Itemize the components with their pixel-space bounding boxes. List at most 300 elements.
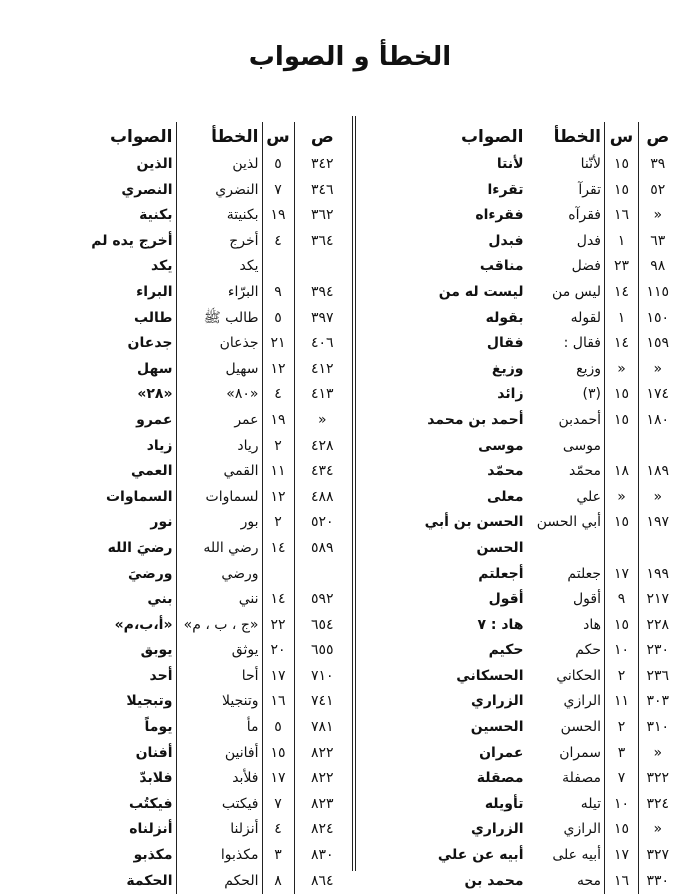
correct-cell: أبيه عن علي (437, 847, 524, 864)
error-cell: لأنّنا (580, 156, 601, 172)
error-header: الخطأ (553, 127, 601, 147)
correct-cell: الحسن بن أبي (424, 514, 524, 531)
line-cell: ١٥ (605, 408, 639, 434)
page-header: ص (294, 122, 350, 152)
error-cell: لذين (176, 152, 262, 178)
error-cell: مكذبوا (176, 843, 262, 869)
page-cell: ٨٢٢ (294, 766, 350, 792)
correct-cell: مصقلة (476, 770, 524, 787)
error-cell: «٨٠» (176, 382, 262, 408)
page-cell: ٥٨٩ (294, 536, 350, 562)
line-cell: ٧ (605, 766, 639, 792)
errata-row (359, 562, 677, 588)
page-cell: ٣٤٢ (294, 152, 350, 178)
page-cell: ٤٨٨ (294, 485, 350, 511)
line-cell: ١٩ (262, 408, 294, 434)
errata-row (359, 152, 677, 178)
correct-cell: الحسن (476, 539, 524, 556)
error-cell: موسى (562, 437, 601, 454)
errata-row (20, 689, 350, 715)
line-cell: ١٩ (262, 203, 294, 229)
correct-cell: بكنية (139, 207, 173, 224)
line-cell: ١٧ (605, 562, 639, 588)
page-cell: ٥٢٠ (294, 510, 350, 536)
error-cell: عمر (176, 408, 262, 434)
correct-cell: الذين (136, 156, 173, 172)
page-cell: ٥٢ (639, 178, 677, 204)
line-cell: ٢ (605, 715, 639, 741)
correct-cell: الحسكاني (456, 667, 524, 684)
line-cell: ١٤ (262, 587, 294, 613)
errata-row (20, 613, 350, 639)
page-cell: ٣٤٦ (294, 178, 350, 204)
correct-cell: البراء (136, 283, 173, 300)
errata-row (20, 817, 350, 843)
page-cell: ٧١٠ (294, 664, 350, 690)
correct-cell: العمي (130, 463, 173, 480)
page-cell: ٢١٧ (639, 587, 677, 613)
page-cell: ٢٣٦ (639, 664, 677, 690)
errata-row (20, 741, 350, 767)
column-divider (355, 116, 356, 871)
errata-row (359, 510, 677, 536)
errata-row (359, 536, 677, 562)
line-cell (262, 254, 294, 280)
errata-row (359, 587, 677, 613)
page-cell: ٣٩ (639, 152, 677, 178)
correct-header: الصواب (109, 127, 173, 147)
error-cell: محه (576, 872, 601, 889)
error-cell: سمران (559, 744, 601, 761)
page-cell: « (639, 357, 677, 383)
line-cell: ٢٠ (262, 638, 294, 664)
correct-cell: بني (147, 591, 173, 608)
line-cell: ١١ (605, 689, 639, 715)
line-header: س (605, 122, 639, 152)
errata-row (20, 178, 350, 204)
error-cell: يكد (176, 254, 262, 280)
correct-cell: الزراري (470, 693, 524, 710)
error-cell: «ج ، ب ، م» (176, 613, 262, 639)
line-cell: ٧ (262, 792, 294, 818)
correct-cell: وزيغ (491, 360, 524, 377)
errata-row (359, 357, 677, 383)
page-cell: ١٥٠ (639, 306, 677, 332)
errata-row (20, 536, 350, 562)
line-header: س (262, 122, 294, 152)
error-cell: الرازي (563, 821, 601, 838)
errata-row (20, 280, 350, 306)
error-cell: أبيه على (552, 847, 601, 864)
line-cell: ٣ (262, 843, 294, 869)
line-cell: ٢ (262, 510, 294, 536)
correct-cell: «أ،ب،م» (114, 616, 173, 633)
page-title: الخطأ و الصواب (248, 42, 452, 72)
error-cell: البرّاء (176, 280, 262, 306)
correct-cell: فقرءاه (475, 207, 524, 224)
correct-cell: أحد (149, 667, 173, 684)
page-cell: ٣٩٧ (294, 306, 350, 332)
page-cell: ٦٣ (639, 229, 677, 255)
page-cell: « (639, 741, 677, 767)
correct-cell: فيكتُب (128, 795, 173, 812)
page-cell: ٨٢٣ (294, 792, 350, 818)
error-cell: علي (576, 488, 601, 505)
page-cell: ٣١٠ (639, 715, 677, 741)
correct-cell: تقرءا (487, 181, 524, 198)
errata-row (359, 817, 677, 843)
page-cell: ١١٥ (639, 280, 677, 306)
correct-cell: زياد (146, 437, 173, 454)
errata-row (359, 689, 677, 715)
error-cell: وزيع (576, 360, 601, 377)
error-cell: فضل (571, 258, 601, 275)
correct-cell: أقول (488, 591, 524, 608)
page-cell: ٣٢٧ (639, 843, 677, 869)
line-cell (605, 434, 639, 460)
line-cell: ٥ (262, 306, 294, 332)
errata-row (359, 254, 677, 280)
line-cell: ١٥ (605, 817, 639, 843)
error-cell: تقرآ (578, 181, 601, 198)
error-cell: يوثق (176, 638, 262, 664)
correct-cell: «٢٨» (137, 386, 173, 403)
line-cell: « (605, 357, 639, 383)
page-cell: « (294, 408, 350, 434)
page-cell: ٤٠٦ (294, 331, 350, 357)
errata-row (359, 664, 677, 690)
errata-row (359, 869, 677, 894)
errata-table-right (358, 122, 677, 894)
correct-cell: معلى (487, 488, 524, 505)
errata-row (359, 459, 677, 485)
error-cell: فيكتب (176, 792, 262, 818)
page-cell: ١٥٩ (639, 331, 677, 357)
correct-cell: يوبق (140, 642, 173, 659)
error-cell: طالب ﷺ (176, 306, 262, 332)
error-cell: رياد (176, 434, 262, 460)
correct-cell: الحسين (470, 719, 524, 736)
error-cell: فلأبد (176, 766, 262, 792)
page-cell: ٢٢٨ (639, 613, 677, 639)
page-cell: ٣٩٤ (294, 280, 350, 306)
errata-row (20, 843, 350, 869)
correct-cell: تأويله (484, 795, 524, 812)
errata-row (20, 792, 350, 818)
error-cell (527, 536, 605, 562)
errata-row (359, 203, 677, 229)
errata-row (20, 408, 350, 434)
errata-row (359, 382, 677, 408)
errata-row (20, 664, 350, 690)
line-cell: ١١ (262, 459, 294, 485)
page-cell: ٦٥٤ (294, 613, 350, 639)
page-cell: ٨٢٢ (294, 741, 350, 767)
error-cell: لسماوات (176, 485, 262, 511)
line-cell: ٢٣ (605, 254, 639, 280)
correct-cell: ليست له من (438, 283, 524, 300)
error-cell: بور (176, 510, 262, 536)
errata-row (20, 357, 350, 383)
correct-cell: سهل (136, 360, 173, 377)
errata-row (20, 766, 350, 792)
errata-row (359, 485, 677, 511)
correct-cell: فبدل (488, 232, 524, 249)
errata-row (20, 510, 350, 536)
correct-cell: النصري (121, 181, 173, 198)
errata-row (20, 434, 350, 460)
errata-row (359, 792, 677, 818)
error-cell: أبي الحسن (536, 514, 601, 531)
line-cell: ١ (605, 306, 639, 332)
page-cell: ٣٦٤ (294, 229, 350, 255)
line-cell: ١٧ (262, 766, 294, 792)
page-cell: ١٨٩ (639, 459, 677, 485)
page-cell: ٤١٢ (294, 357, 350, 383)
correct-cell: مكذبو (133, 847, 173, 864)
error-cell: الحكاني (556, 667, 601, 684)
errata-row (20, 229, 350, 255)
error-cell: مصفلة (562, 770, 601, 787)
error-cell: بكنيتة (176, 203, 262, 229)
error-cell: نني (176, 587, 262, 613)
error-cell: أحا (176, 664, 262, 690)
line-cell: ١٥ (605, 178, 639, 204)
page-cell: ٨٣٠ (294, 843, 350, 869)
correct-cell: جدعان (127, 335, 173, 352)
page-cell: ٧٤١ (294, 689, 350, 715)
correct-cell: يوماً (144, 719, 173, 736)
line-cell: ١٠ (605, 638, 639, 664)
line-cell: ١٥ (605, 510, 639, 536)
error-cell: ليس من (552, 283, 601, 300)
line-cell: ١٥ (605, 613, 639, 639)
correct-cell: حكيم (488, 642, 524, 659)
errata-row (20, 459, 350, 485)
line-cell: ٩ (262, 280, 294, 306)
error-cell: (٣) (582, 386, 601, 403)
line-cell: ١٠ (605, 792, 639, 818)
page-cell: ٧٨١ (294, 715, 350, 741)
page-cell (294, 562, 350, 588)
line-cell: ٤ (262, 382, 294, 408)
line-cell: ١٨ (605, 459, 639, 485)
errata-row (20, 306, 350, 332)
errata-table-left (20, 122, 350, 894)
line-cell (605, 536, 639, 562)
correct-cell: لأنتا (496, 156, 524, 172)
page-cell: « (639, 817, 677, 843)
correct-cell: بقوله (485, 309, 524, 326)
errata-row (20, 869, 350, 894)
correct-cell: زائد (497, 386, 524, 403)
correct-cell: أنزلناه (129, 821, 173, 838)
error-cell: حكم (575, 642, 601, 659)
page-cell: « (639, 485, 677, 511)
page-cell: ٨٦٤ (294, 869, 350, 894)
line-cell: ١٥ (262, 741, 294, 767)
correct-cell: أفنان (135, 744, 173, 761)
line-cell: ١٧ (262, 664, 294, 690)
line-cell: ١٤ (262, 536, 294, 562)
page-cell: ٨٢٤ (294, 817, 350, 843)
page-cell (639, 536, 677, 562)
page-cell: ٣٢٤ (639, 792, 677, 818)
error-cell: مأ (176, 715, 262, 741)
correct-cell: فلابدّ (139, 770, 173, 787)
line-cell: ٢ (262, 434, 294, 460)
error-cell: فدل (576, 232, 601, 249)
line-cell: ٢٢ (262, 613, 294, 639)
header-row (359, 122, 677, 152)
page-cell: ٣٦٢ (294, 203, 350, 229)
page-cell: ٦٥٥ (294, 638, 350, 664)
line-cell: ٤ (262, 229, 294, 255)
error-cell: الرازي (563, 693, 601, 710)
line-cell: ٤ (262, 817, 294, 843)
line-cell: ١٤ (605, 331, 639, 357)
error-cell: وتنجيلا (176, 689, 262, 715)
page-cell: ٤٣٤ (294, 459, 350, 485)
error-cell: هاد (583, 616, 601, 633)
errata-row (359, 434, 677, 460)
correct-cell: ورضيَ (128, 565, 173, 582)
correct-cell: عمرو (136, 411, 173, 428)
line-cell: ١٤ (605, 280, 639, 306)
errata-row (359, 741, 677, 767)
errata-row (20, 203, 350, 229)
line-cell: ٧ (262, 178, 294, 204)
errata-row (20, 715, 350, 741)
error-cell: رضي الله (176, 536, 262, 562)
correct-cell: وتبجيلا (126, 693, 173, 710)
line-cell: ٣ (605, 741, 639, 767)
errata-row (359, 715, 677, 741)
line-cell: ١٥ (605, 382, 639, 408)
page-cell: ٤١٣ (294, 382, 350, 408)
correct-cell: فقال (486, 335, 524, 352)
header-row (20, 122, 350, 152)
line-cell (262, 562, 294, 588)
page-cell: ٩٨ (639, 254, 677, 280)
correct-cell: رضيَ الله (107, 539, 173, 556)
line-cell: ٩ (605, 587, 639, 613)
line-cell: ١٥ (605, 152, 639, 178)
errata-row (20, 382, 350, 408)
page-cell: ٢٣٠ (639, 638, 677, 664)
error-cell: لقوله (570, 309, 601, 326)
errata-row (359, 408, 677, 434)
error-cell: ورضي (176, 562, 262, 588)
line-cell: ١٧ (605, 843, 639, 869)
errata-row (20, 331, 350, 357)
page-cell: ٣٠٣ (639, 689, 677, 715)
line-cell: ٢١ (262, 331, 294, 357)
page-cell: ١٩٩ (639, 562, 677, 588)
error-cell: أفانين (176, 741, 262, 767)
page-cell (639, 434, 677, 460)
errata-row (20, 254, 350, 280)
correct-cell: الزراري (470, 821, 524, 838)
page-cell: ٥٩٢ (294, 587, 350, 613)
error-cell: أقول (573, 591, 601, 608)
line-cell: ٥ (262, 715, 294, 741)
correct-cell: هاد : ٧ (477, 616, 524, 633)
page-cell: ١٧٤ (639, 382, 677, 408)
correct-cell: يكد (151, 258, 173, 275)
errata-row (359, 280, 677, 306)
errata-row (20, 152, 350, 178)
correct-cell: أخرج يده لم (91, 232, 173, 249)
line-cell: ٨ (262, 869, 294, 894)
page-cell: ٣٢٢ (639, 766, 677, 792)
error-cell: الحسن (560, 719, 601, 736)
error-cell: فقال : (563, 335, 601, 352)
error-cell: تيله (580, 795, 601, 812)
line-cell: ١٢ (262, 485, 294, 511)
line-cell: ١٢ (262, 357, 294, 383)
line-cell: ٢ (605, 664, 639, 690)
error-cell: محمّد (569, 463, 601, 480)
errata-row (359, 306, 677, 332)
page-cell (294, 254, 350, 280)
correct-header: الصواب (460, 127, 524, 147)
error-cell: القمي (176, 459, 262, 485)
error-cell: الحكم (176, 869, 262, 894)
column-divider (352, 116, 353, 871)
line-cell: ١٦ (262, 689, 294, 715)
correct-cell: السماوات (105, 488, 173, 505)
line-cell: ١٦ (605, 203, 639, 229)
page-cell: ١٨٠ (639, 408, 677, 434)
error-cell: جعلتم (567, 565, 601, 582)
correct-cell: نور (150, 514, 173, 531)
errata-row (359, 331, 677, 357)
correct-cell: موسى (478, 437, 524, 454)
line-cell: ٥ (262, 152, 294, 178)
errata-row (359, 843, 677, 869)
correct-cell: أحمد بن محمد (427, 411, 524, 428)
errata-row (20, 587, 350, 613)
page-cell: ٣٣٠ (639, 869, 677, 894)
correct-cell: أجعلتم (478, 565, 524, 582)
correct-cell: مناقب (479, 258, 524, 275)
errata-row (359, 766, 677, 792)
error-cell: فقرآه (568, 207, 601, 224)
errata-row (20, 638, 350, 664)
errata-row (359, 229, 677, 255)
errata-row (359, 178, 677, 204)
correct-cell: الحكمة (126, 872, 173, 889)
line-cell: ١٦ (605, 869, 639, 894)
page-cell: ١٩٧ (639, 510, 677, 536)
error-cell: أحمدبن (558, 411, 601, 428)
correct-cell: عمران (479, 744, 524, 761)
correct-cell: محمّد (487, 463, 524, 480)
errata-row (359, 613, 677, 639)
error-cell: سهيل (176, 357, 262, 383)
errata-row (359, 638, 677, 664)
errata-row (20, 562, 350, 588)
error-cell: أنزلنا (176, 817, 262, 843)
page-cell: « (639, 203, 677, 229)
line-cell: ١ (605, 229, 639, 255)
page-header: ص (639, 122, 677, 152)
error-cell: أخرج (176, 229, 262, 255)
error-cell: النضري (176, 178, 262, 204)
correct-cell: محمد بن (464, 872, 524, 889)
error-cell: جذعان (176, 331, 262, 357)
